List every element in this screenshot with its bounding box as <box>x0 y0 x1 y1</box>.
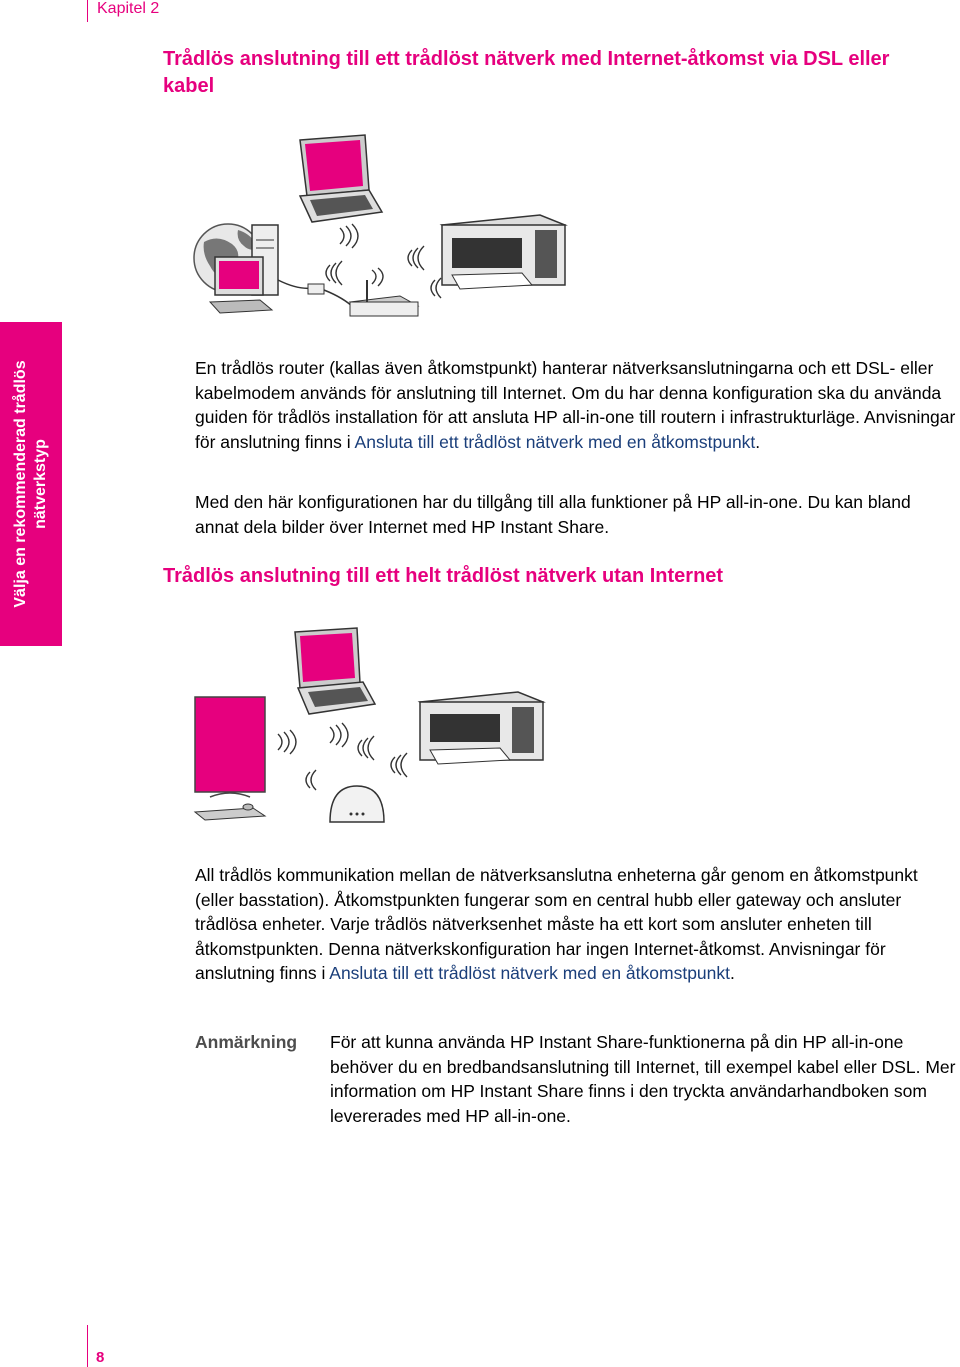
side-tab-line1: Välja en rekommenderad trådlös <box>12 360 29 608</box>
section-side-tab <box>0 322 62 646</box>
modem-icon <box>278 280 354 308</box>
section-title-dsl: Trådlös anslutning till ett trådlöst nätverk med Internet-åtkomst via DSL eller kabel <box>163 48 890 97</box>
paragraph-router: En trådlös router (kallas även åtkomstpunkt) hanterar nätverksanslutningarna och ett DSL- eller kabelmodem används för anslutning till Internet. Om du har denna konfiguration ska du använda guiden för trådlös installation för att ansluta HP all-in-one till routern i infrastrukturläge. Anvisningar för anslutning finns i Ansluta till ett trådlöst nätverk med en åtkomstpunkt. <box>195 358 956 452</box>
paragraph-access-point: All trådlös kommunikation mellan de nätverksanslutna enheterna går genom en åtkomstpunkt (eller basstation). Åtkomstpunkten fungerar som en central hubb eller gateway och ansluter trådlösa enheter. Varje trådlös nätverksenhet måste ha ett kort som ansluter enheten till åtkomstpunkten. Denna nätverkskonfiguration har ingen Internet-åtkomst. Anvisningar för anslutning finns i Ansluta till ett trådlöst nätverk med en åtkomstpunkt. <box>195 865 918 983</box>
all-in-one-printer-icon <box>420 692 543 764</box>
note-text: För att kunna använda HP Instant Share-funktionerna på din HP all-in-one behöver du en bredbandsanslutning till Internet, till exempel kabel eller DSL. Mer information om HP Instant Share finns i den tryckta användarhandboken som levererades med HP all-in-one. <box>330 1032 956 1126</box>
header-rule <box>87 0 88 22</box>
link-connect-access-point-2[interactable]: Ansluta till ett trådlöst nätverk med en åtkomstpunkt <box>329 963 731 983</box>
wireless-router-icon <box>350 280 418 316</box>
laptop-icon <box>300 135 382 222</box>
paragraph-features: Med den här konfigurationen har du tillgång till alla funktioner på HP all-in-one. Du kan bland annat dela bilder över Internet med HP Instant Share. <box>195 492 911 537</box>
link-connect-access-point[interactable]: Ansluta till ett trådlöst nätverk med en åtkomstpunkt <box>354 431 756 452</box>
side-tab-line2: nätverkstyp <box>32 439 49 529</box>
wireless-signal-icon <box>326 224 441 298</box>
access-point-icon <box>330 786 384 822</box>
wireless-signal-icon <box>278 723 407 790</box>
chapter-label: Kapitel 2 <box>97 0 160 17</box>
desktop-computer-icon <box>195 697 265 820</box>
page-number: 8 <box>96 1349 105 1366</box>
diagram-dsl-wireless-network <box>190 130 590 330</box>
all-in-one-printer-icon <box>442 215 565 289</box>
note-label: Anmärkning <box>195 1032 298 1052</box>
paragraph-access-point-text: All trådlös kommunikation mellan de nätverksanslutna enheterna går genom en åtkomstpunkt (eller basstation). Åtkomstpunkten fungerar som en central hubb eller gateway och ansluter trådlösa enheter. Varje trådlös nätverksenhet måste ha ett kort som ansluter enheten till åtkomstpunkten. Denna nätverkskonfiguration har ingen Internet-åtkomst. Anvisningar för anslutning finns i <box>195 865 918 983</box>
footer-rule <box>87 1325 88 1367</box>
diagram-wireless-no-internet <box>190 622 570 832</box>
paragraph-router-text: En trådlös router (kallas även åtkomstpunkt) hanterar nätverksanslutningarna och ett DSL- eller kabelmodem används för anslutning till Internet. Om du har denna konfiguration ska du använda guiden för trådlös installation för att ansluta HP all-in-one till routern i infrastrukturläge. Anvisningar för anslutning finns i <box>195 358 956 452</box>
section-title-no-internet: Trådlös anslutning till ett helt trådlöst nätverk utan Internet <box>163 565 724 587</box>
laptop-icon <box>295 628 375 714</box>
